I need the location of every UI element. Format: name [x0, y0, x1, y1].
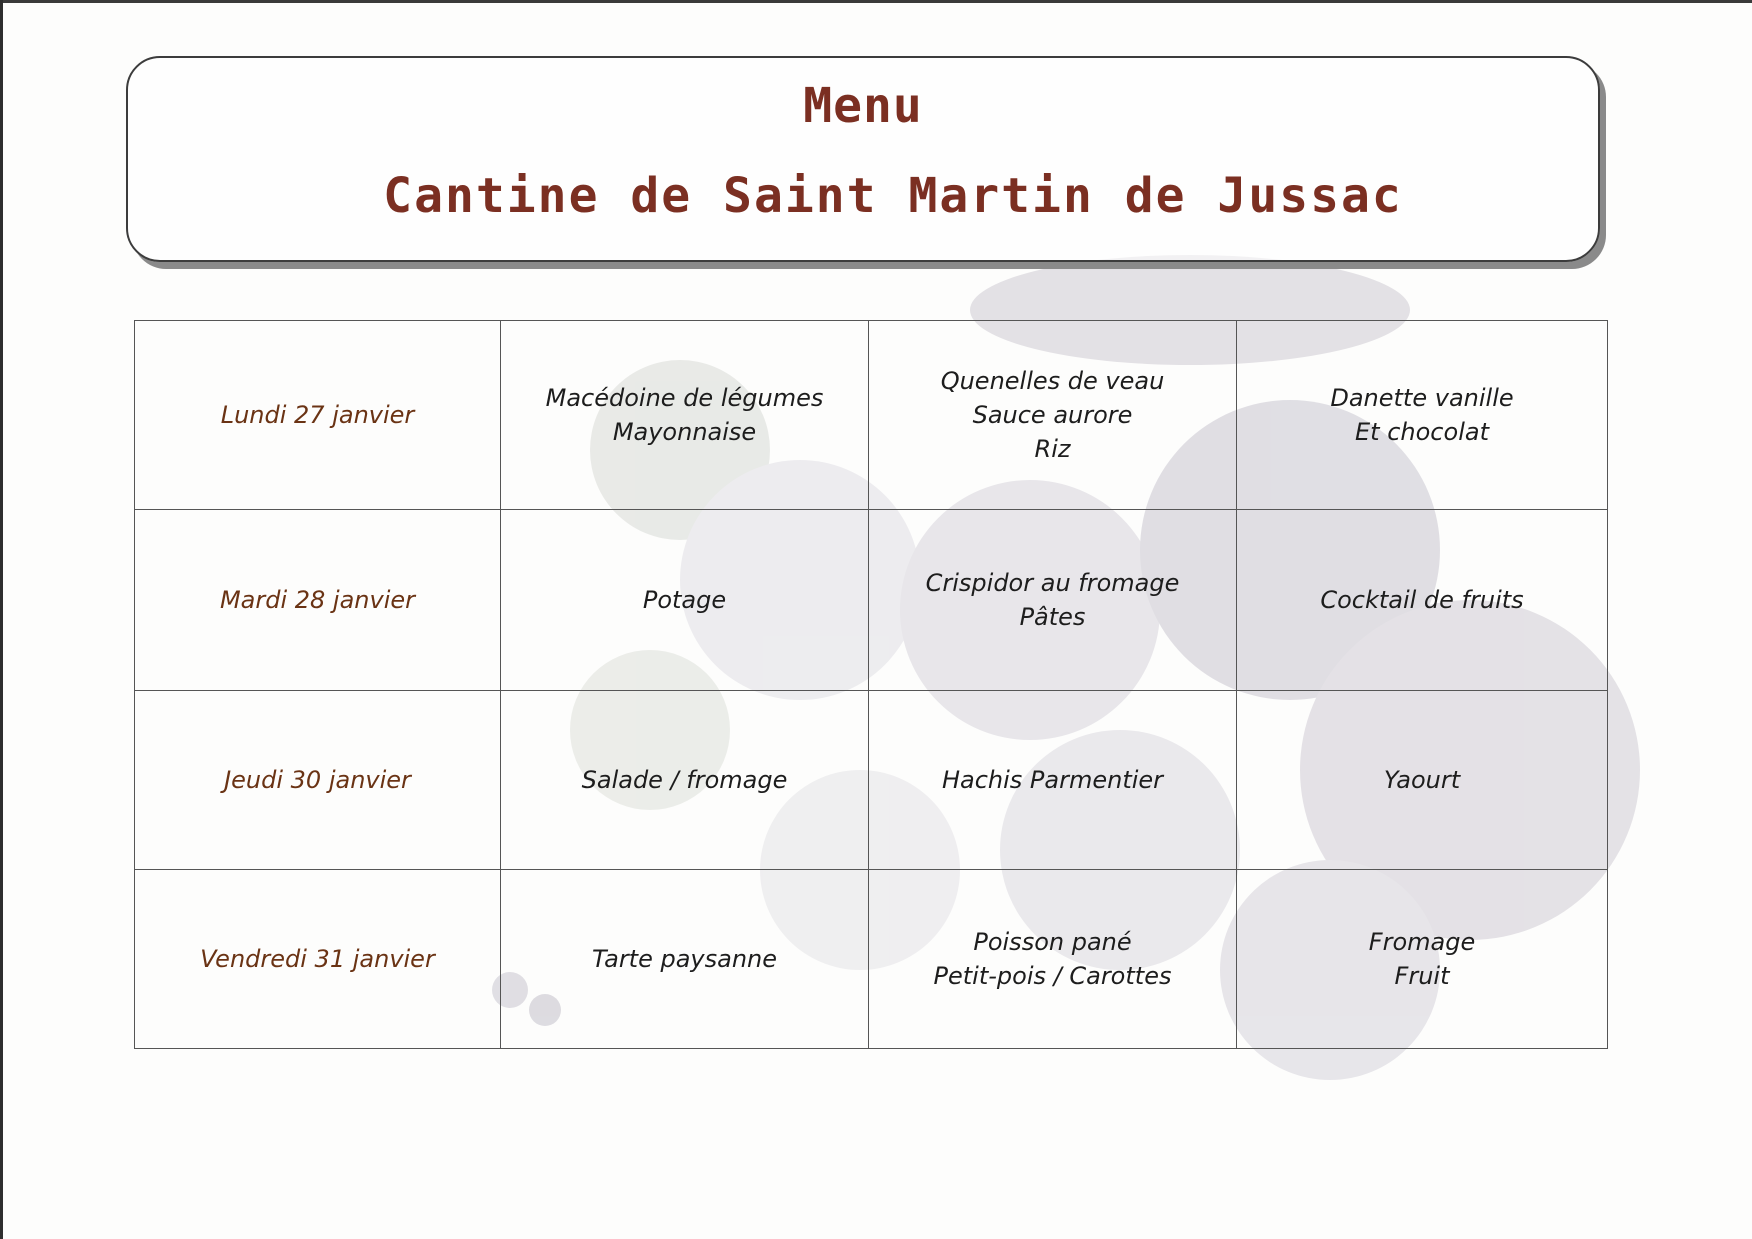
header-box [126, 56, 1600, 262]
entree-cell: Salade / fromage [501, 691, 869, 870]
day-cell: Mardi 28 janvier [135, 510, 501, 691]
scan-edge-left [0, 0, 3, 1239]
entree-cell: Macédoine de légumes Mayonnaise [501, 321, 869, 510]
menu-table [134, 320, 1608, 1049]
dessert-cell: Yaourt [1237, 691, 1608, 870]
table-row [135, 691, 1608, 870]
canteen-name: Cantine de Saint Martin de Jussac [383, 168, 1403, 224]
table-row [135, 321, 1608, 510]
day-cell: Lundi 27 janvier [135, 321, 501, 510]
menu-title: Menu [803, 78, 923, 134]
main-course-cell: Hachis Parmentier [869, 691, 1237, 870]
entree-cell: Tarte paysanne [501, 870, 869, 1049]
dessert-cell: Cocktail de fruits [1237, 510, 1608, 691]
main-course-cell: Poisson pané Petit-pois / Carottes [869, 870, 1237, 1049]
dessert-cell: Danette vanille Et chocolat [1237, 321, 1608, 510]
day-cell: Jeudi 30 janvier [135, 691, 501, 870]
scan-edge-top [0, 0, 1752, 3]
main-course-cell: Crispidor au fromage Pâtes [869, 510, 1237, 691]
dessert-cell: Fromage Fruit [1237, 870, 1608, 1049]
entree-cell: Potage [501, 510, 869, 691]
main-course-cell: Quenelles de veau Sauce aurore Riz [869, 321, 1237, 510]
table-row [135, 510, 1608, 691]
day-cell: Vendredi 31 janvier [135, 870, 501, 1049]
table-row [135, 870, 1608, 1049]
